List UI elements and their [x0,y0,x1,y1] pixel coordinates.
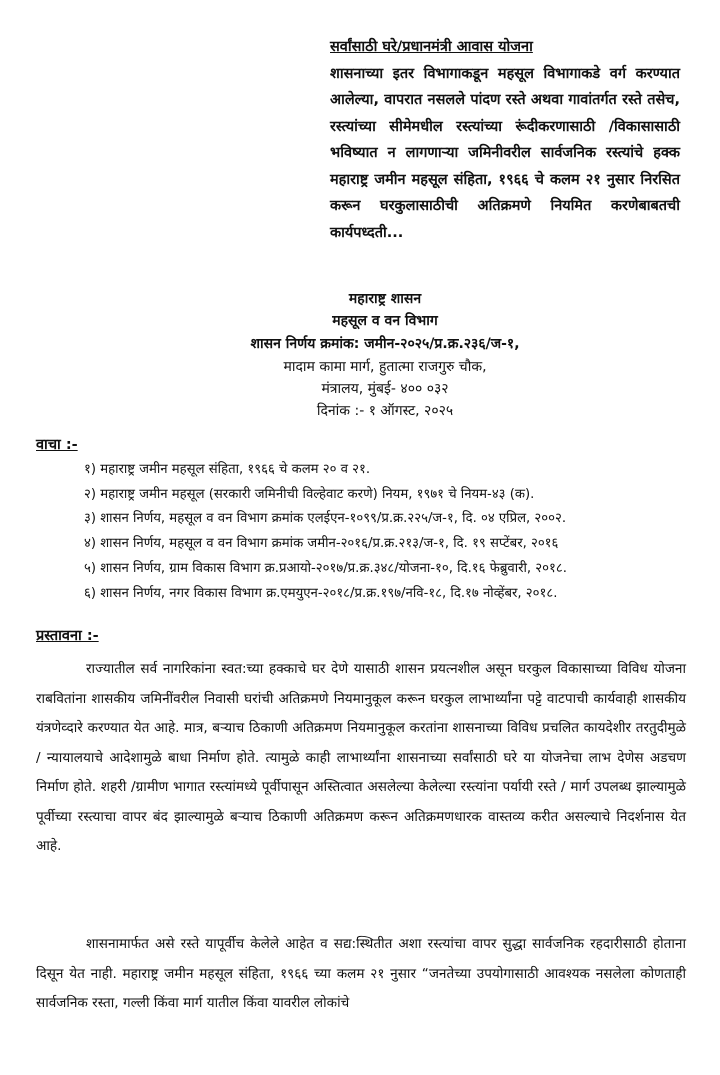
read-item: ३) शासन निर्णय, महसूल व वन विभाग क्रमांक एलईएन-१०९९/प्र.क्र.२२५/ज-१, दि. ०४ एप्रिल, २००२. [84,511,567,527]
department-name: महसूल व वन विभाग [332,313,438,329]
read-item: ६) शासन निर्णय, नगर विकास विभाग क्र.एमयुएन-२०१८/प्र.क्र.१९७/नवि-१८, दि.१७ नोव्हेंबर, २०१८. [84,585,558,601]
read-item: ४) शासन निर्णय, महसूल व वन विभाग क्रमांक जमीन-२०१६/प्र.क्र.२१३/ज-१, दि. १९ सप्टेंबर, २०१६ [84,536,559,552]
subject-heading: सर्वांसाठी घरे/प्रधानमंत्री आवास योजना [330,39,533,55]
read-title: वाचा :- [36,437,78,453]
preamble-paragraph-2: शासनामार्फत असे रस्ते यापूर्वीच केलेले आहेत व सद्य:स्थितीत अशा रस्त्यांचा वापर सुद्धा सार्वजनिक रहदारीसाठी होताना दिसून येत नाही. महाराष्ट्र जमीन महसूल संहिता, १९६६ च्या कलम २१ नुसार “जनतेच्या उपयोगासाठी आवश्यक नसलेला कोणताही सार्वजनिक रस्ता, गल्ली किंवा मार्ग यातील किंवा यावरील लोकांचे [36,936,686,1011]
subject-body: शासनाच्या इतर विभागाकडून महसूल विभागाकडे वर्ग करण्यात आलेल्या, वापरात नसलले पांदण रस्ते अथवा गावांतर्गत रस्ते तसेच, रस्त्यांच्या सीमेमधील रस्त्यांच्या रूंदीकरणासाठी /विकासासाठी भविष्यात न लागणाऱ्या जमिनीवरील सार्वजनिक रस्त्यांचे हक्क महाराष्ट्र जमीन महसूल संहिता, १९६६ चे कलम २१ नुसार निरसित करून घरकुलासाठीची अतिक्रमणे नियमित करणेबाबतची कार्यपध्दती... [330,65,680,241]
government-name: महाराष्ट्र शासन [348,291,422,307]
gr-number: शासन निर्णय क्रमांक: जमीन-२०२५/प्र.क्र.२३६/ज-१, [250,336,520,352]
read-list [84,458,704,606]
subject-block [330,34,680,246]
read-item: १) महाराष्ट्र जमीन महसूल संहिता, १९६६ चे कलम २० व २१. [84,462,371,477]
preamble-paragraph-1: राज्यातील सर्व नागरिकांना स्वत:च्या हक्काचे घर देणे यासाठी शासन प्रयत्नशील असून घरकुल विकासाच्या विविध योजना राबवितांना शासकीय जमिनींवरील निवासी घरांची अतिक्रमणे नियमानुकूल करून घरकुल लाभार्थ्यांना पट्टे वाटपाची कार्यवाही शासकीय यंत्रणेव्दारे करण्यात येत आहे. मात्र, बऱ्याच ठिकाणी अतिक्रमण नियमानुकूल करतांना शासनाच्या विविध प्रचलित कायदेशीर तरतुदीमुळे / न्यायालयाचे आदेशामुळे बाधा निर्माण होते. त्यामुळे काही लाभार्थ्यांना शासनाच्या सर्वांसाठी घरे या योजनेचा लाभ देणेस अडचण निर्माण होते. शहरी /ग्रामीण भागात रस्त्यांमध्ये पूर्वीपासून अस्तित्वात असलेल्या केलेल्या रस्त्यांना पर्यायी रस्ते / मार्ग उपलब्ध झाल्यामुळे पूर्वीच्या रस्त्याचा वापर बंद झाल्यामुळे बऱ्याच ठिकाणी अतिक्रमण करून अतिक्रमणधारक वास्तव्य करीत असल्याचे निदर्शनास येत आहे. [36,661,686,854]
read-item: २) महाराष्ट्र जमीन महसूल (सरकारी जमिनीची विल्हेवाट करणे) नियम, १९७१ चे नियम-४३ (क). [84,486,535,502]
read-item: ५) शासन निर्णय, ग्राम विकास विभाग क्र.प्रआयो-२०१७/प्र.क्र.३४८/योजना-१०, दि.१६ फेब्रुवारी, २०१८. [84,560,567,576]
address-line-1: मादाम कामा मार्ग, हुतात्मा राजगुरु चौक, [283,359,487,375]
preamble-title: प्रस्तावना :- [36,628,99,644]
address-line-2: मंत्रालय, मुंबई- ४०० ०३२ [321,381,449,397]
gr-date: दिनांक :- १ ऑगस्ट, २०२५ [316,403,454,419]
